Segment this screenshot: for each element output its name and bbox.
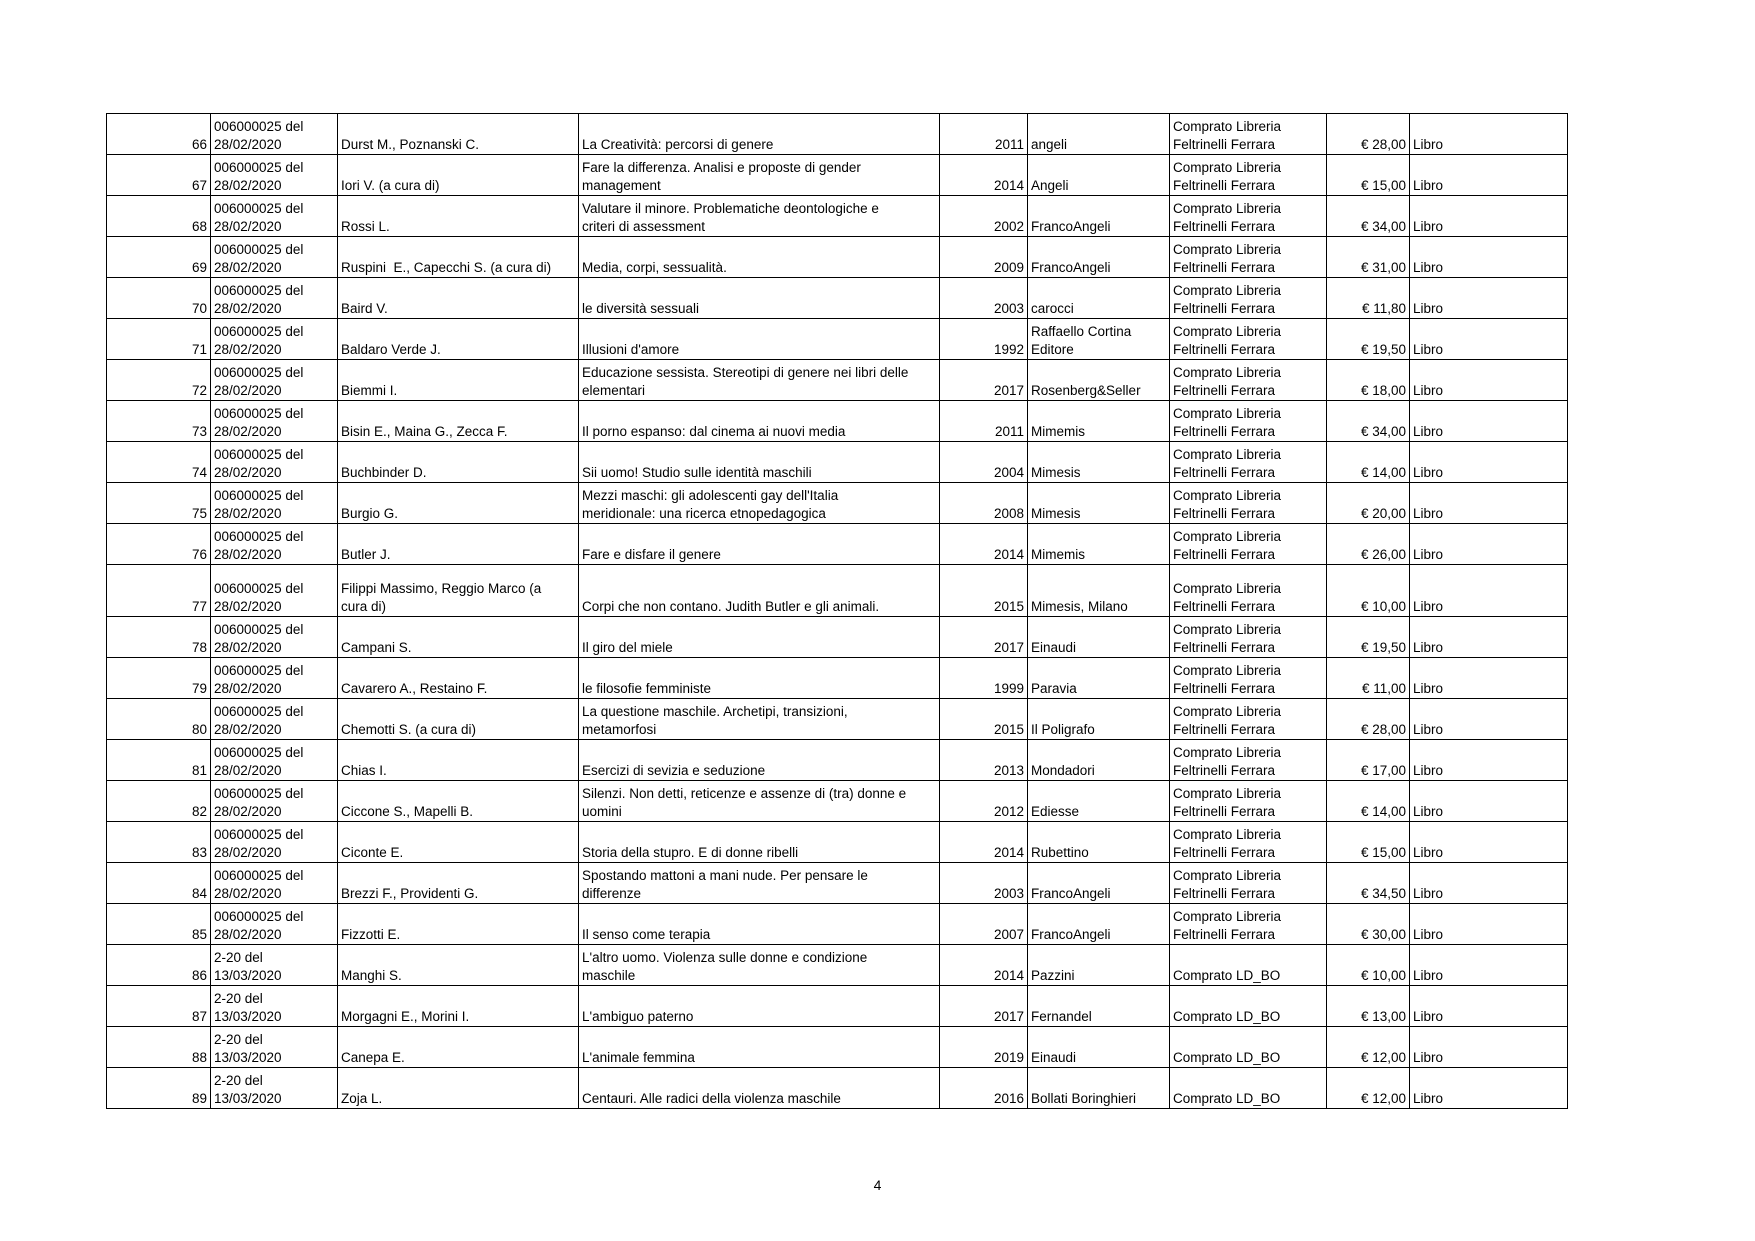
row-number: 82 [107, 781, 211, 822]
acquisition-cell: Comprato LD_BO [1170, 1068, 1327, 1109]
title-cell: L'ambiguo paterno [579, 986, 940, 1027]
type-cell: Libro [1410, 278, 1568, 319]
acquisition-cell: Comprato Libreria Feltrinelli Ferrara [1170, 658, 1327, 699]
acquisition-cell: Comprato Libreria Feltrinelli Ferrara [1170, 781, 1327, 822]
document-ref: 2-20 del 13/03/2020 [211, 1027, 338, 1068]
year-cell: 2003 [940, 278, 1028, 319]
author-cell: Fizzotti E. [338, 904, 579, 945]
title-cell: La questione maschile. Archetipi, transizioni, metamorfosi [579, 699, 940, 740]
year-cell: 2012 [940, 781, 1028, 822]
year-cell: 2009 [940, 237, 1028, 278]
author-cell: Baird V. [338, 278, 579, 319]
year-cell: 2002 [940, 196, 1028, 237]
title-cell: Il senso come terapia [579, 904, 940, 945]
acquisition-cell: Comprato Libreria Feltrinelli Ferrara [1170, 237, 1327, 278]
year-cell: 2015 [940, 699, 1028, 740]
type-cell: Libro [1410, 945, 1568, 986]
acquisition-cell: Comprato Libreria Feltrinelli Ferrara [1170, 319, 1327, 360]
document-ref: 006000025 del 28/02/2020 [211, 822, 338, 863]
title-cell: le diversità sessuali [579, 278, 940, 319]
title-cell: Sii uomo! Studio sulle identità maschili [579, 442, 940, 483]
type-cell: Libro [1410, 155, 1568, 196]
document-ref: 006000025 del 28/02/2020 [211, 278, 338, 319]
table-row [107, 442, 1568, 483]
title-cell: Valutare il minore. Problematiche deontologiche e criteri di assessment [579, 196, 940, 237]
price-cell: € 11,80 [1327, 278, 1410, 319]
table-row [107, 155, 1568, 196]
year-cell: 2004 [940, 442, 1028, 483]
year-cell: 2014 [940, 945, 1028, 986]
price-cell: € 18,00 [1327, 360, 1410, 401]
acquisition-cell: Comprato LD_BO [1170, 1027, 1327, 1068]
table-row [107, 740, 1568, 781]
document-ref: 006000025 del 28/02/2020 [211, 155, 338, 196]
publisher-cell: Einaudi [1028, 1027, 1170, 1068]
author-cell: Butler J. [338, 524, 579, 565]
table-row [107, 617, 1568, 658]
publisher-cell: FrancoAngeli [1028, 237, 1170, 278]
row-number: 86 [107, 945, 211, 986]
price-cell: € 14,00 [1327, 781, 1410, 822]
publisher-cell: Mondadori [1028, 740, 1170, 781]
publisher-cell: Mimesis [1028, 483, 1170, 524]
table-row [107, 1068, 1568, 1109]
table-body [107, 114, 1568, 1109]
type-cell: Libro [1410, 1068, 1568, 1109]
author-cell: Zoja L. [338, 1068, 579, 1109]
row-number: 66 [107, 114, 211, 155]
row-number: 79 [107, 658, 211, 699]
acquisition-cell: Comprato Libreria Feltrinelli Ferrara [1170, 401, 1327, 442]
document-ref: 006000025 del 28/02/2020 [211, 863, 338, 904]
type-cell: Libro [1410, 740, 1568, 781]
year-cell: 2017 [940, 986, 1028, 1027]
publisher-cell: Il Poligrafo [1028, 699, 1170, 740]
author-cell: Bisin E., Maina G., Zecca F. [338, 401, 579, 442]
publisher-cell: Einaudi [1028, 617, 1170, 658]
publisher-cell: FrancoAngeli [1028, 904, 1170, 945]
author-cell: Canepa E. [338, 1027, 579, 1068]
author-cell: Chias I. [338, 740, 579, 781]
acquisition-cell: Comprato Libreria Feltrinelli Ferrara [1170, 904, 1327, 945]
document-ref: 2-20 del 13/03/2020 [211, 945, 338, 986]
price-cell: € 30,00 [1327, 904, 1410, 945]
title-cell: Storia della stupro. E di donne ribelli [579, 822, 940, 863]
title-cell: Fare la differenza. Analisi e proposte di gender management [579, 155, 940, 196]
acquisition-cell: Comprato Libreria Feltrinelli Ferrara [1170, 699, 1327, 740]
price-cell: € 28,00 [1327, 699, 1410, 740]
table-row [107, 781, 1568, 822]
table-row [107, 822, 1568, 863]
acquisition-cell: Comprato Libreria Feltrinelli Ferrara [1170, 360, 1327, 401]
price-cell: € 14,00 [1327, 442, 1410, 483]
type-cell: Libro [1410, 699, 1568, 740]
publisher-cell: Angeli [1028, 155, 1170, 196]
author-cell: Rossi L. [338, 196, 579, 237]
year-cell: 2016 [940, 1068, 1028, 1109]
row-number: 75 [107, 483, 211, 524]
acquisition-cell: Comprato Libreria Feltrinelli Ferrara [1170, 617, 1327, 658]
title-cell: Esercizi di sevizia e seduzione [579, 740, 940, 781]
table-row [107, 524, 1568, 565]
author-cell: Morgagni E., Morini I. [338, 986, 579, 1027]
row-number: 85 [107, 904, 211, 945]
publisher-cell: carocci [1028, 278, 1170, 319]
acquisition-cell: Comprato Libreria Feltrinelli Ferrara [1170, 114, 1327, 155]
author-cell: Durst M., Poznanski C. [338, 114, 579, 155]
row-number: 83 [107, 822, 211, 863]
row-number: 70 [107, 278, 211, 319]
type-cell: Libro [1410, 1027, 1568, 1068]
document-ref: 006000025 del 28/02/2020 [211, 565, 338, 617]
author-cell: Cavarero A., Restaino F. [338, 658, 579, 699]
row-number: 88 [107, 1027, 211, 1068]
publisher-cell: Mimesis, Milano [1028, 565, 1170, 617]
table-row [107, 565, 1568, 617]
price-cell: € 28,00 [1327, 114, 1410, 155]
author-cell: Manghi S. [338, 945, 579, 986]
document-ref: 006000025 del 28/02/2020 [211, 617, 338, 658]
table-row [107, 278, 1568, 319]
title-cell: L'animale femmina [579, 1027, 940, 1068]
table-row [107, 401, 1568, 442]
row-number: 80 [107, 699, 211, 740]
year-cell: 2015 [940, 565, 1028, 617]
type-cell: Libro [1410, 319, 1568, 360]
publisher-cell: FrancoAngeli [1028, 863, 1170, 904]
inventory-table [106, 113, 1568, 1109]
year-cell: 2019 [940, 1027, 1028, 1068]
row-number: 73 [107, 401, 211, 442]
title-cell: Mezzi maschi: gli adolescenti gay dell'Italia meridionale: una ricerca etnopedagogica [579, 483, 940, 524]
year-cell: 2013 [940, 740, 1028, 781]
year-cell: 1999 [940, 658, 1028, 699]
year-cell: 2017 [940, 617, 1028, 658]
row-number: 81 [107, 740, 211, 781]
price-cell: € 15,00 [1327, 155, 1410, 196]
acquisition-cell: Comprato Libreria Feltrinelli Ferrara [1170, 863, 1327, 904]
type-cell: Libro [1410, 781, 1568, 822]
row-number: 71 [107, 319, 211, 360]
document-ref: 2-20 del 13/03/2020 [211, 986, 338, 1027]
type-cell: Libro [1410, 986, 1568, 1027]
publisher-cell: Bollati Boringhieri [1028, 1068, 1170, 1109]
document-ref: 006000025 del 28/02/2020 [211, 360, 338, 401]
type-cell: Libro [1410, 237, 1568, 278]
type-cell: Libro [1410, 442, 1568, 483]
row-number: 67 [107, 155, 211, 196]
acquisition-cell: Comprato LD_BO [1170, 986, 1327, 1027]
acquisition-cell: Comprato Libreria Feltrinelli Ferrara [1170, 442, 1327, 483]
type-cell: Libro [1410, 617, 1568, 658]
table-row [107, 114, 1568, 155]
type-cell: Libro [1410, 483, 1568, 524]
table-row [107, 319, 1568, 360]
price-cell: € 12,00 [1327, 1027, 1410, 1068]
table-row [107, 904, 1568, 945]
publisher-cell: Ediesse [1028, 781, 1170, 822]
title-cell: Il giro del miele [579, 617, 940, 658]
author-cell: Campani S. [338, 617, 579, 658]
price-cell: € 10,00 [1327, 565, 1410, 617]
type-cell: Libro [1410, 658, 1568, 699]
type-cell: Libro [1410, 863, 1568, 904]
document-ref: 006000025 del 28/02/2020 [211, 442, 338, 483]
title-cell: le filosofie femministe [579, 658, 940, 699]
acquisition-cell: Comprato Libreria Feltrinelli Ferrara [1170, 483, 1327, 524]
title-cell: Corpi che non contano. Judith Butler e gli animali. [579, 565, 940, 617]
price-cell: € 17,00 [1327, 740, 1410, 781]
title-cell: Silenzi. Non detti, reticenze e assenze di (tra) donne e uomini [579, 781, 940, 822]
author-cell: Ciccone S., Mapelli B. [338, 781, 579, 822]
acquisition-cell: Comprato Libreria Feltrinelli Ferrara [1170, 155, 1327, 196]
type-cell: Libro [1410, 114, 1568, 155]
price-cell: € 15,00 [1327, 822, 1410, 863]
document-ref: 006000025 del 28/02/2020 [211, 740, 338, 781]
author-cell: Iori V. (a cura di) [338, 155, 579, 196]
document-ref: 006000025 del 28/02/2020 [211, 781, 338, 822]
price-cell: € 34,00 [1327, 401, 1410, 442]
publisher-cell: Rosenberg&Seller [1028, 360, 1170, 401]
table-row [107, 1027, 1568, 1068]
author-cell: Filippi Massimo, Reggio Marco (a cura di) [338, 565, 579, 617]
type-cell: Libro [1410, 904, 1568, 945]
author-cell: Chemotti S. (a cura di) [338, 699, 579, 740]
year-cell: 2014 [940, 524, 1028, 565]
document-ref: 006000025 del 28/02/2020 [211, 699, 338, 740]
document-ref: 006000025 del 28/02/2020 [211, 483, 338, 524]
price-cell: € 19,50 [1327, 319, 1410, 360]
author-cell: Biemmi I. [338, 360, 579, 401]
price-cell: € 19,50 [1327, 617, 1410, 658]
document-ref: 006000025 del 28/02/2020 [211, 658, 338, 699]
price-cell: € 31,00 [1327, 237, 1410, 278]
acquisition-cell: Comprato Libreria Feltrinelli Ferrara [1170, 196, 1327, 237]
author-cell: Buchbinder D. [338, 442, 579, 483]
price-cell: € 12,00 [1327, 1068, 1410, 1109]
table-row [107, 237, 1568, 278]
acquisition-cell: Comprato Libreria Feltrinelli Ferrara [1170, 278, 1327, 319]
title-cell: L'altro uomo. Violenza sulle donne e condizione maschile [579, 945, 940, 986]
publisher-cell: Rubettino [1028, 822, 1170, 863]
row-number: 77 [107, 565, 211, 617]
acquisition-cell: Comprato LD_BO [1170, 945, 1327, 986]
table-row [107, 196, 1568, 237]
publisher-cell: Fernandel [1028, 986, 1170, 1027]
row-number: 74 [107, 442, 211, 483]
title-cell: Illusioni d'amore [579, 319, 940, 360]
type-cell: Libro [1410, 196, 1568, 237]
price-cell: € 10,00 [1327, 945, 1410, 986]
type-cell: Libro [1410, 565, 1568, 617]
table-row [107, 986, 1568, 1027]
author-cell: Ciconte E. [338, 822, 579, 863]
table-row [107, 483, 1568, 524]
author-cell: Burgio G. [338, 483, 579, 524]
author-cell: Brezzi F., Providenti G. [338, 863, 579, 904]
title-cell: Media, corpi, sessualità. [579, 237, 940, 278]
year-cell: 2008 [940, 483, 1028, 524]
row-number: 76 [107, 524, 211, 565]
type-cell: Libro [1410, 360, 1568, 401]
price-cell: € 34,50 [1327, 863, 1410, 904]
type-cell: Libro [1410, 822, 1568, 863]
type-cell: Libro [1410, 401, 1568, 442]
table-row [107, 360, 1568, 401]
row-number: 84 [107, 863, 211, 904]
document-ref: 006000025 del 28/02/2020 [211, 524, 338, 565]
row-number: 87 [107, 986, 211, 1027]
publisher-cell: Mimemis [1028, 524, 1170, 565]
price-cell: € 11,00 [1327, 658, 1410, 699]
publisher-cell: Mimemis [1028, 401, 1170, 442]
year-cell: 2017 [940, 360, 1028, 401]
row-number: 78 [107, 617, 211, 658]
table-row [107, 699, 1568, 740]
table-row [107, 945, 1568, 986]
title-cell: Centauri. Alle radici della violenza maschile [579, 1068, 940, 1109]
page-number: 4 [873, 1177, 882, 1193]
row-number: 72 [107, 360, 211, 401]
title-cell: Il porno espanso: dal cinema ai nuovi media [579, 401, 940, 442]
year-cell: 2007 [940, 904, 1028, 945]
document-ref: 006000025 del 28/02/2020 [211, 319, 338, 360]
title-cell: Fare e disfare il genere [579, 524, 940, 565]
author-cell: Ruspini E., Capecchi S. (a cura di) [338, 237, 579, 278]
price-cell: € 20,00 [1327, 483, 1410, 524]
document-ref: 006000025 del 28/02/2020 [211, 196, 338, 237]
year-cell: 2014 [940, 155, 1028, 196]
type-cell: Libro [1410, 524, 1568, 565]
year-cell: 2011 [940, 401, 1028, 442]
document-ref: 006000025 del 28/02/2020 [211, 114, 338, 155]
row-number: 68 [107, 196, 211, 237]
acquisition-cell: Comprato Libreria Feltrinelli Ferrara [1170, 822, 1327, 863]
document-ref: 006000025 del 28/02/2020 [211, 904, 338, 945]
table-row [107, 658, 1568, 699]
price-cell: € 13,00 [1327, 986, 1410, 1027]
price-cell: € 34,00 [1327, 196, 1410, 237]
acquisition-cell: Comprato Libreria Feltrinelli Ferrara [1170, 565, 1327, 617]
publisher-cell: Pazzini [1028, 945, 1170, 986]
row-number: 89 [107, 1068, 211, 1109]
year-cell: 1992 [940, 319, 1028, 360]
publisher-cell: Raffaello Cortina Editore [1028, 319, 1170, 360]
publisher-cell: angeli [1028, 114, 1170, 155]
acquisition-cell: Comprato Libreria Feltrinelli Ferrara [1170, 524, 1327, 565]
publisher-cell: Paravia [1028, 658, 1170, 699]
acquisition-cell: Comprato Libreria Feltrinelli Ferrara [1170, 740, 1327, 781]
title-cell: Educazione sessista. Stereotipi di genere nei libri delle elementari [579, 360, 940, 401]
publisher-cell: Mimesis [1028, 442, 1170, 483]
year-cell: 2011 [940, 114, 1028, 155]
title-cell: Spostando mattoni a mani nude. Per pensare le differenze [579, 863, 940, 904]
publisher-cell: FrancoAngeli [1028, 196, 1170, 237]
document-ref: 006000025 del 28/02/2020 [211, 237, 338, 278]
document-ref: 006000025 del 28/02/2020 [211, 401, 338, 442]
author-cell: Baldaro Verde J. [338, 319, 579, 360]
year-cell: 2003 [940, 863, 1028, 904]
row-number: 69 [107, 237, 211, 278]
document-ref: 2-20 del 13/03/2020 [211, 1068, 338, 1109]
price-cell: € 26,00 [1327, 524, 1410, 565]
table-row [107, 863, 1568, 904]
year-cell: 2014 [940, 822, 1028, 863]
title-cell: La Creatività: percorsi di genere [579, 114, 940, 155]
